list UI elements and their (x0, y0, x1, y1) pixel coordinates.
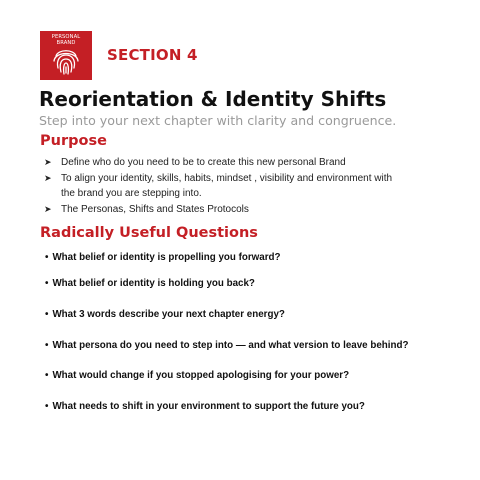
purpose-heading: Purpose (40, 133, 107, 149)
badge-label: PERSONAL BRAND (51, 34, 81, 46)
bullet-dot-icon: • (45, 252, 49, 263)
question-text: What belief or identity is holding you back? (52, 278, 255, 289)
arrow-bullet-icon: ➤ (44, 203, 52, 214)
purpose-item-text: Define who do you need to be to create this new personal Brand (61, 157, 346, 168)
purpose-item (44, 171, 444, 202)
question-text: What 3 words describe your next chapter energy? (52, 309, 285, 320)
purpose-item-text: To align your identity, skills, habits, mindset , visibility and environment with (61, 172, 393, 184)
question-text: What needs to shift in your environment to support the future you? (52, 401, 365, 412)
page-subtitle: Step into your next chapter with clarity and congruence. (39, 113, 397, 128)
purpose-item-text-continued: the brand you are stepping into. (61, 188, 202, 199)
question-text: What persona do you need to step into — and what version to leave behind? (52, 340, 409, 351)
section-label: SECTION 4 (107, 46, 198, 64)
bullet-dot-icon: • (45, 370, 49, 381)
question-text: What would change if you stopped apologising for your power? (52, 370, 350, 381)
bullet-dot-icon: • (45, 401, 49, 412)
purpose-item (44, 155, 444, 171)
purpose-item-text: The Personas, Shifts and States Protocols (61, 203, 249, 215)
bullet-dot-icon: • (45, 340, 49, 351)
question-item (45, 252, 281, 263)
question-text: What belief or identity is propelling you forward? (52, 252, 281, 263)
bullet-dot-icon: • (45, 309, 49, 320)
question-item (45, 309, 285, 320)
page-title: Reorientation & Identity Shifts (39, 87, 387, 111)
personal-brand-badge (40, 31, 92, 80)
purpose-list (44, 155, 444, 217)
purpose-item (44, 202, 444, 218)
fingerprint-icon (52, 46, 80, 76)
question-item (45, 278, 255, 289)
bullet-dot-icon: • (45, 278, 49, 289)
arrow-bullet-icon: ➤ (44, 157, 52, 167)
question-item (45, 370, 349, 381)
question-item (45, 401, 365, 412)
question-item (45, 340, 408, 351)
arrow-bullet-icon: ➤ (44, 172, 52, 183)
questions-heading: Radically Useful Questions (40, 225, 258, 241)
